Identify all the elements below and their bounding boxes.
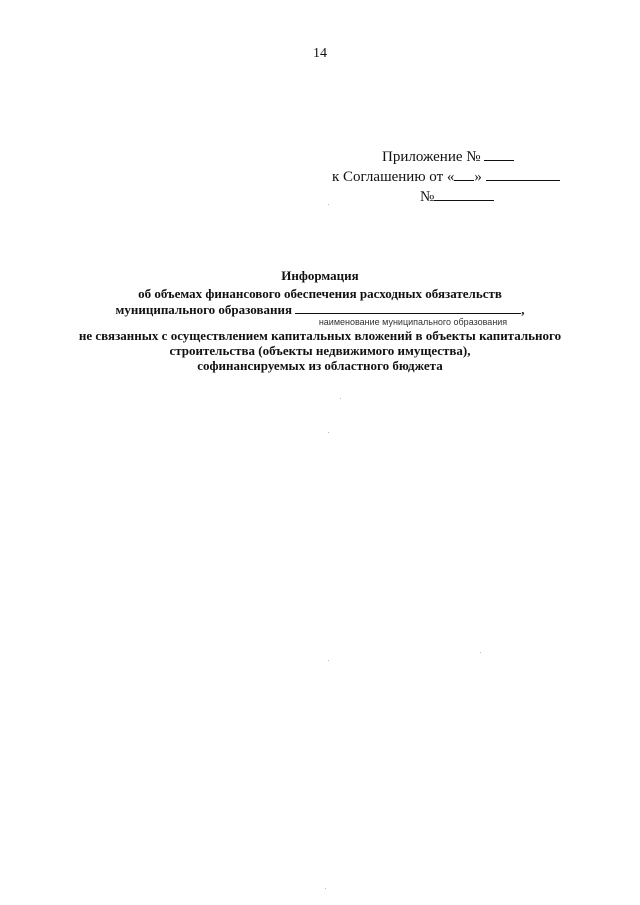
- agreement-label: к Соглашению от «: [332, 169, 455, 185]
- info-line-5: софинансируемых из областного бюджета: [197, 358, 443, 373]
- info-line-1: об объемах финансового обеспечения расходных обязательств: [138, 286, 502, 301]
- info-block: [0, 268, 640, 373]
- municipality-row: [0, 301, 640, 317]
- agreement-number-sign: №: [420, 189, 435, 205]
- agreement-quote-close: »: [474, 169, 482, 185]
- municipality-name-blank: [295, 301, 521, 314]
- info-line-3: не связанных с осуществлением капитальных вложений в объекты капитального: [78, 328, 562, 343]
- agreement-date-line: [332, 166, 560, 186]
- municipality-label: муниципального образования: [115, 302, 292, 317]
- agreement-day-blank: [454, 166, 474, 181]
- page-number: 14: [313, 46, 327, 61]
- scan-speck: [325, 888, 326, 889]
- agreement-number-line: [420, 186, 560, 206]
- info-title: Информация: [281, 268, 359, 283]
- scan-speck: [328, 660, 329, 661]
- appendix-label: Приложение №: [382, 149, 481, 165]
- scan-speck: [340, 398, 341, 399]
- municipality-caption: наименование муниципального образования: [318, 317, 508, 327]
- appendix-number-blank: [484, 146, 514, 161]
- appendix-block: [330, 146, 560, 206]
- scan-speck: [328, 432, 329, 433]
- agreement-month-blank: [486, 166, 560, 181]
- scan-speck: [480, 652, 481, 653]
- scan-speck: [328, 204, 329, 205]
- agreement-number-blank: [434, 186, 494, 201]
- appendix-number-line: [382, 146, 560, 166]
- municipality-comma: ,: [521, 302, 525, 317]
- info-line-4: строительства (объекты недвижимого имущества),: [169, 343, 471, 358]
